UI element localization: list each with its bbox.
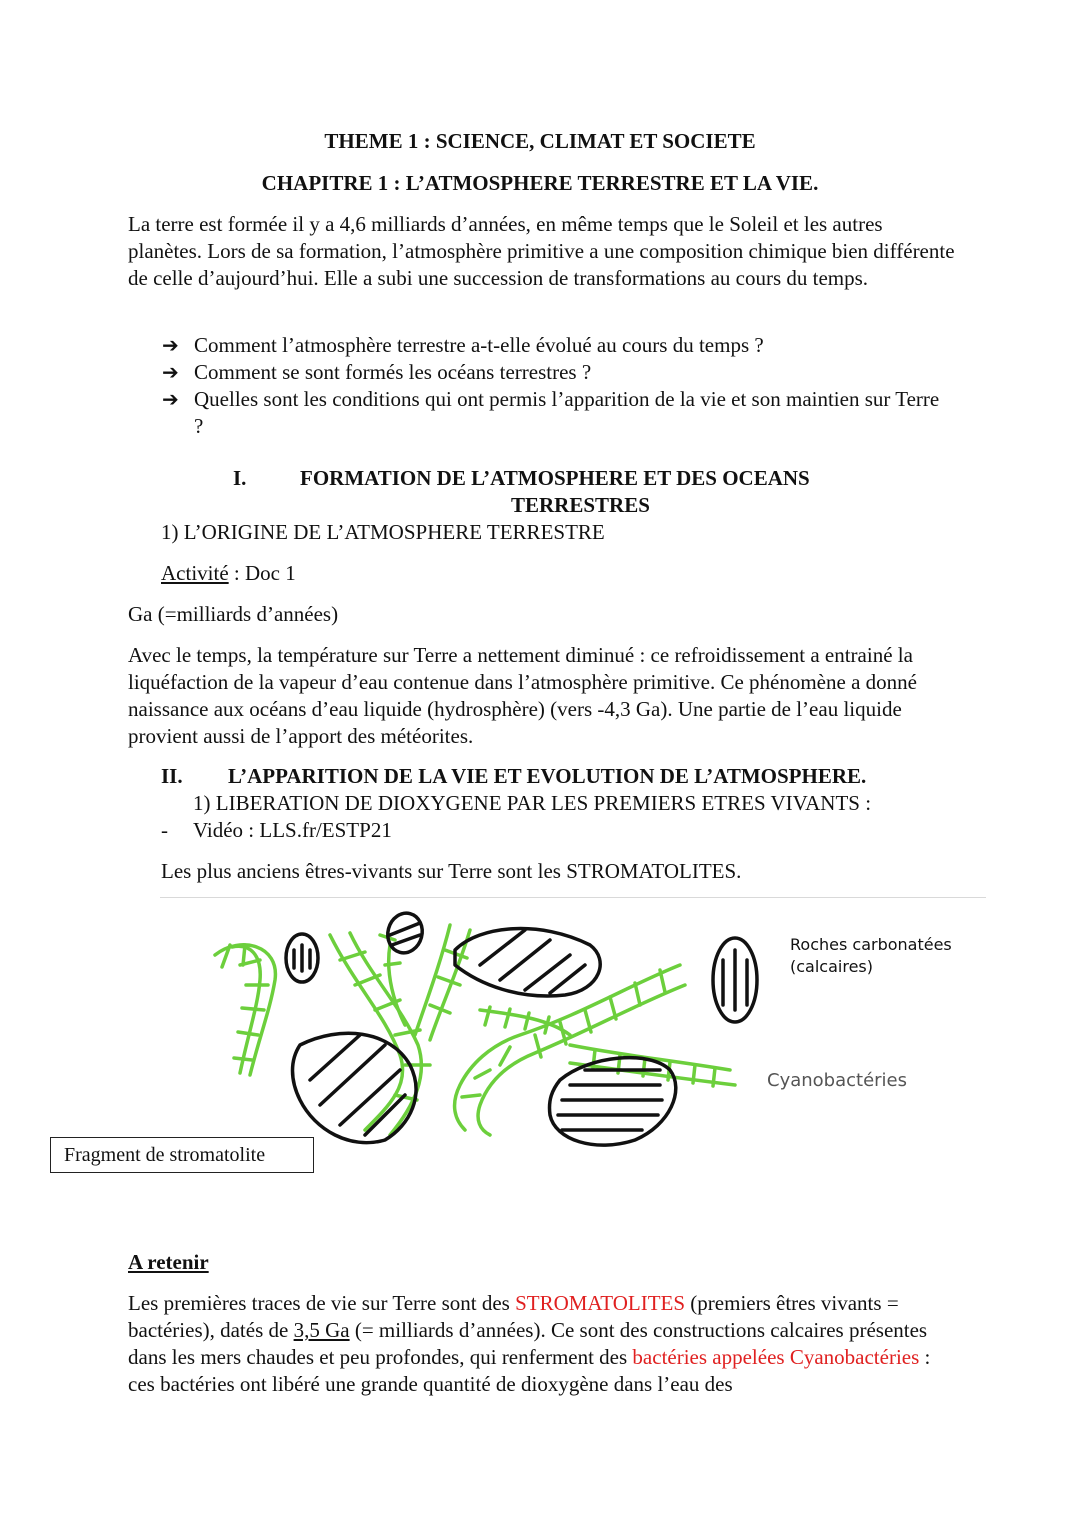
retenir-stromatolites: STROMATOLITES (515, 1291, 686, 1315)
retenir-date: 3,5 Ga (293, 1318, 350, 1342)
question-1 (162, 332, 962, 359)
chapter-title: CHAPITRE 1 : L’ATMOSPHERE TERRESTRE ET LA VIE. (261, 171, 819, 195)
video-link[interactable]: Vidéo : LLS.fr/ESTP21 (193, 818, 392, 842)
figure-caption: Fragment de stromatolite (50, 1137, 314, 1173)
activity-value: : Doc 1 (228, 561, 296, 585)
retenir-paragraph (128, 1290, 948, 1398)
section-1-title-line1: FORMATION DE L’ATMOSPHERE ET DES OCEANS (300, 466, 810, 490)
video-dash: - (161, 818, 168, 842)
retenir-cyanobacteria: bactéries appelées Cyanobactéries (632, 1345, 920, 1369)
retenir-text-3: (= milliards d’années). Ce sont des constructions calcaires présentes dans les mers chaudes et peu profondes, qui renferment des (128, 1318, 928, 1369)
section-2-title: L’APPARITION DE LA VIE ET EVOLUTION DE L’ATMOSPHERE. (228, 764, 867, 788)
section-1-subtitle: 1) L’ORIGINE DE L’ATMOSPHERE TERRESTRE (161, 520, 605, 544)
activity-line (161, 560, 296, 587)
arrow-icon: ➔ (162, 360, 179, 384)
question-text: Comment se sont formés les océans terrestres ? (194, 360, 592, 384)
arrow-icon: ➔ (162, 333, 179, 357)
divider (160, 897, 986, 898)
label-rocks: Roches carbonatées (calcaires) (790, 935, 952, 976)
ocean-paragraph: Avec le temps, la température sur Terre a nettement diminué : ce refroidissement a entrainé la liquéfaction de la vapeur d’eau contenue dans l’atmosphère primitive. Ce phénomène a donné naissance aux océans d’eau liquide (hydrosphère) (vers -4,3 Ga). Une partie de l’eau liquide provient aussi de l’apport des météorites. (128, 643, 917, 748)
intro-paragraph: La terre est formée il y a 4,6 milliards d’années, en même temps que le Soleil et les autres planètes. Lors de sa formation, l’atmosphère primitive a une composition chimique bien différente de celle d’aujourd’hui. Elle a subi une succession de transformations au cours du temps. (128, 212, 955, 290)
question-text: Comment l’atmosphère terrestre a-t-elle évolué au cours du temps ? (194, 333, 764, 357)
retenir-text-1: Les premières traces de vie sur Terre sont des (128, 1291, 516, 1315)
section-1-number: I. (233, 466, 247, 490)
question-2 (162, 359, 962, 386)
section-2-number: II. (161, 764, 183, 788)
section-2-subtitle: 1) LIBERATION DE DIOXYGENE PAR LES PREMIERS ETRES VIVANTS : (193, 791, 872, 815)
activity-label: Activité (161, 561, 229, 585)
label-cyanobacteria: Cyanobactéries (767, 1070, 908, 1091)
retenir-text-4: : ces bactéries ont libéré une grande quantité de dioxygène dans l’eau des (128, 1345, 931, 1396)
question-3 (162, 386, 952, 440)
theme-title: THEME 1 : SCIENCE, CLIMAT ET SOCIETE (324, 129, 756, 153)
oldest-living-text: Les plus anciens êtres-vivants sur Terre sont les STROMATOLITES. (161, 859, 742, 883)
retenir-heading: A retenir (128, 1250, 209, 1274)
retenir-text-2: (premiers êtres vivants = bactéries), datés de (128, 1291, 899, 1342)
question-text: Quelles sont les conditions qui ont permis l’apparition de la vie et son maintien sur Terre ? (194, 387, 940, 438)
ga-definition: Ga (=milliards d’années) (128, 602, 339, 626)
section-1-title-line2: TERRESTRES (511, 493, 650, 517)
stromatolite-drawing (190, 905, 770, 1150)
arrow-icon: ➔ (162, 387, 179, 411)
